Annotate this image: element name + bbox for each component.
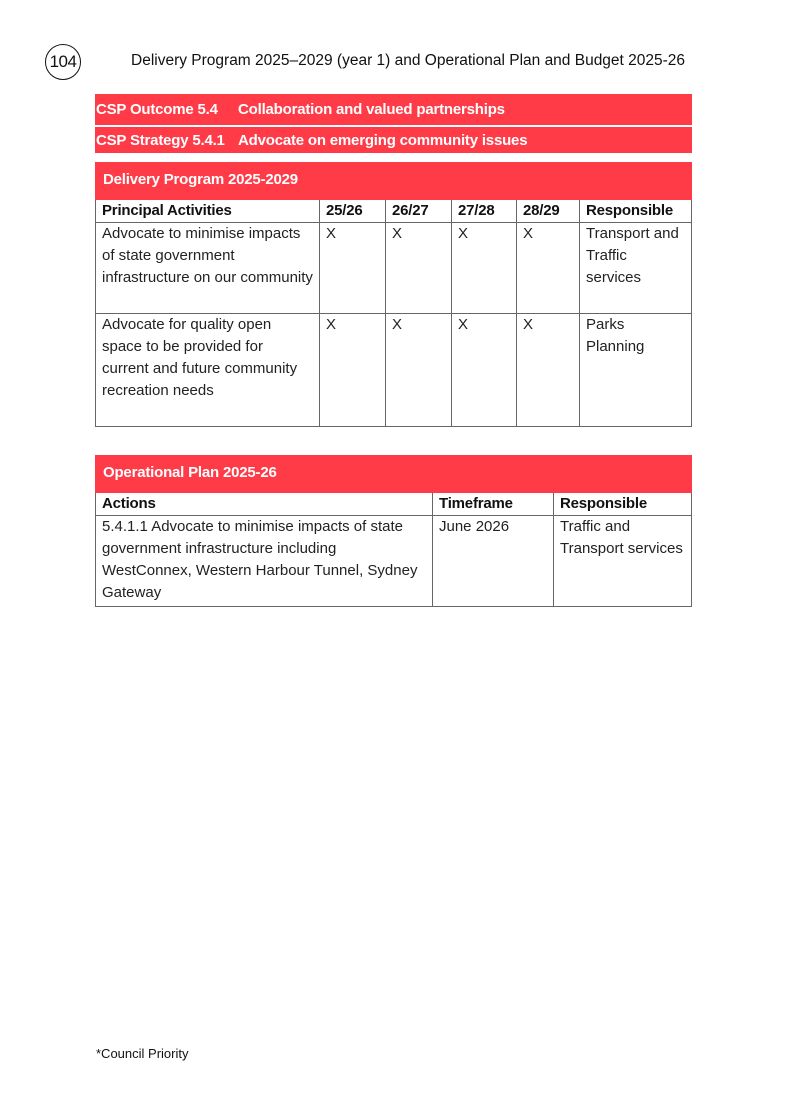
responsible-cell: Transport and Traffic services (580, 223, 692, 314)
year-mark-cell: X (517, 314, 580, 427)
action-cell: 5.4.1.1 Advocate to minimise impacts of state government infrastructure including WestConnex, Western Harbour Tunnel, Sydney Gateway (96, 516, 433, 607)
column-header: Responsible (580, 200, 692, 223)
column-header: 26/27 (386, 200, 452, 223)
column-header: Timeframe (433, 493, 554, 516)
csp-outcome-banner (95, 94, 692, 125)
operational-plan-table (95, 455, 692, 607)
activity-cell: Advocate for quality open space to be provided for current and future community recreation needs (96, 314, 320, 427)
column-header: 28/29 (517, 200, 580, 223)
year-mark-cell: X (452, 223, 517, 314)
timeframe-cell: June 2026 (433, 516, 554, 607)
delivery-program-table (95, 162, 692, 427)
operational-plan-header-row (96, 493, 692, 516)
year-mark-cell: X (452, 314, 517, 427)
responsible-cell: Traffic and Transport services (554, 516, 692, 607)
year-mark-cell: X (386, 223, 452, 314)
operational-plan-title: Operational Plan 2025-26 (96, 456, 692, 493)
column-header: 27/28 (452, 200, 517, 223)
year-mark-cell: X (320, 223, 386, 314)
delivery-program-title: Delivery Program 2025-2029 (96, 163, 692, 200)
table-row (96, 516, 692, 607)
page-number: 104 (45, 44, 81, 80)
footnote: *Council Priority (96, 1046, 189, 1061)
year-mark-cell: X (386, 314, 452, 427)
csp-strategy-banner (95, 127, 692, 153)
year-mark-cell: X (517, 223, 580, 314)
year-mark-cell: X (320, 314, 386, 427)
csp-outcome-text: Collaboration and valued partnerships (238, 101, 505, 118)
csp-strategy-code: CSP Strategy 5.4.1 (96, 131, 225, 149)
document-title: Delivery Program 2025–2029 (year 1) and Operational Plan and Budget 2025-26 (131, 52, 686, 69)
responsible-cell: Parks Planning (580, 314, 692, 427)
activity-cell: Advocate to minimise impacts of state government infrastructure on our community (96, 223, 320, 314)
csp-strategy-text: Advocate on emerging community issues (238, 131, 528, 149)
table-row (96, 314, 692, 427)
column-header: 25/26 (320, 200, 386, 223)
table-row (96, 223, 692, 314)
column-header: Responsible (554, 493, 692, 516)
delivery-program-header-row (96, 200, 692, 223)
column-header: Principal Activities (96, 200, 320, 223)
column-header: Actions (96, 493, 433, 516)
csp-outcome-code: CSP Outcome 5.4 (96, 101, 218, 118)
